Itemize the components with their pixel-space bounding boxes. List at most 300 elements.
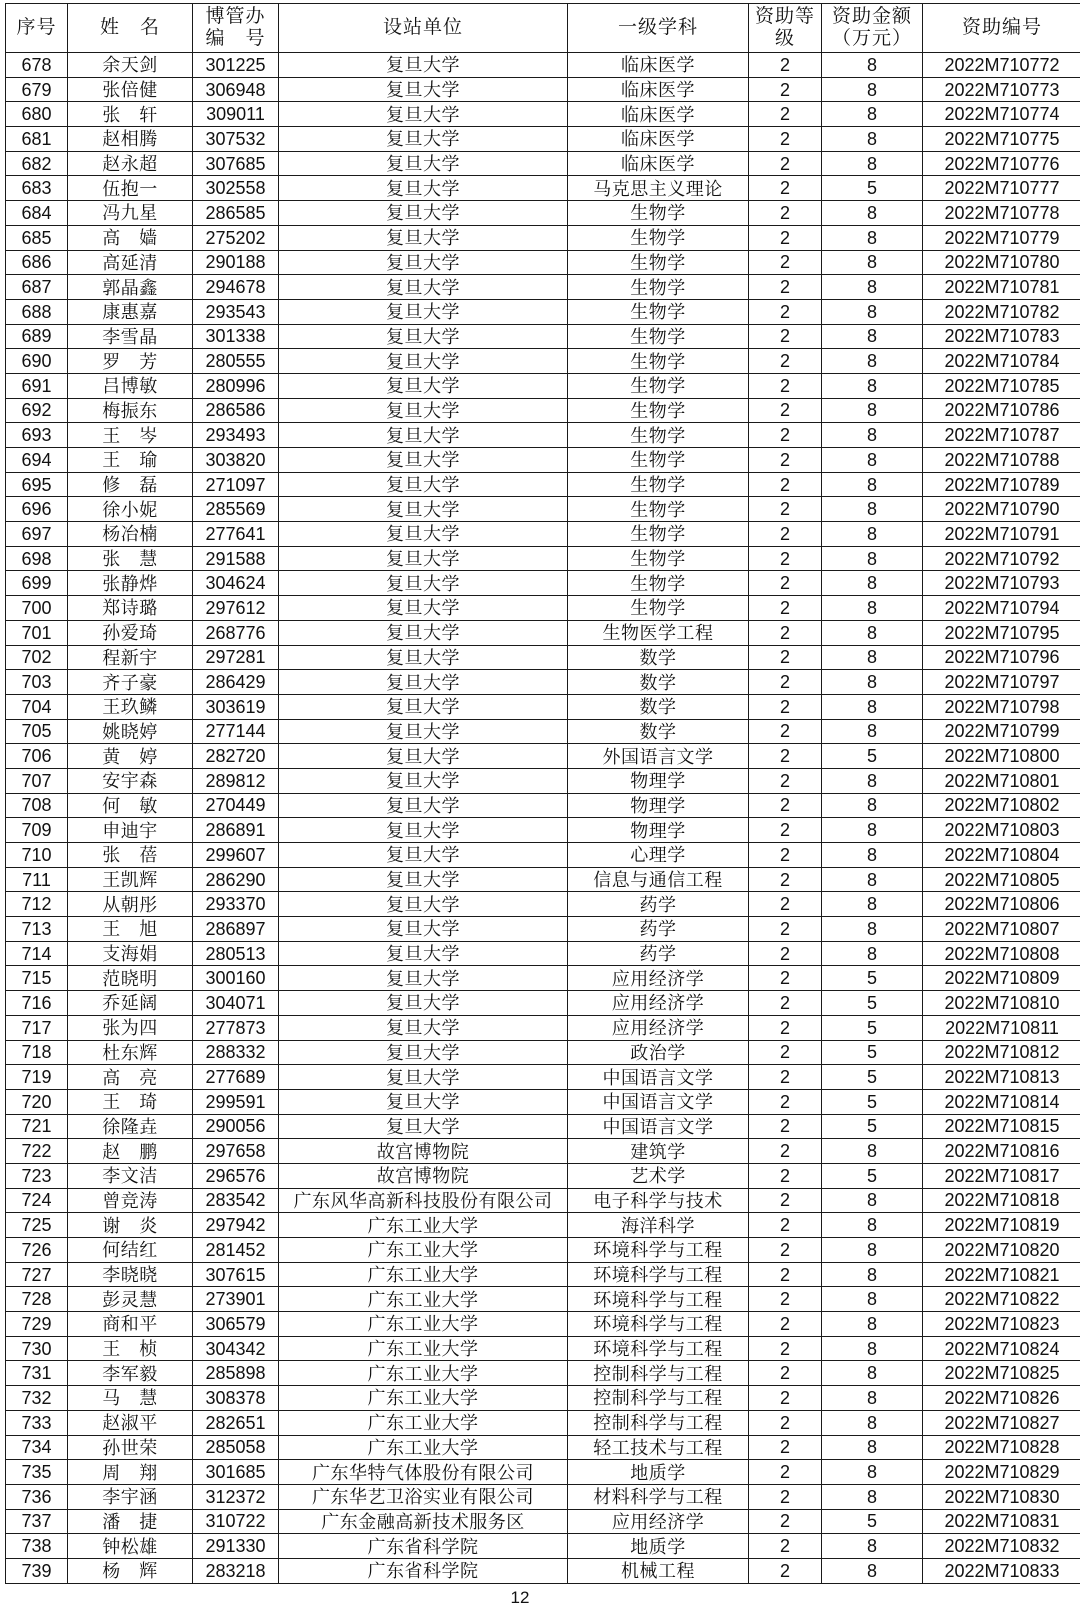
cell-name: 王玖鳞 xyxy=(68,694,193,719)
table-row xyxy=(6,596,1080,621)
cell-amount: 5 xyxy=(822,966,923,991)
cell-name: 孙世荣 xyxy=(68,1435,193,1460)
cell-unit: 复旦大学 xyxy=(279,448,568,473)
cell-name: 钟松雄 xyxy=(68,1534,193,1559)
cell-office-id: 285898 xyxy=(193,1361,279,1386)
cell-discipline: 生物学 xyxy=(568,546,749,571)
cell-unit: 广东工业大学 xyxy=(279,1213,568,1238)
cell-level: 2 xyxy=(749,1065,822,1090)
cell-level: 2 xyxy=(749,1163,822,1188)
cell-discipline: 地质学 xyxy=(568,1460,749,1485)
cell-discipline: 轻工技术与工程 xyxy=(568,1435,749,1460)
table-row xyxy=(6,423,1080,448)
cell-level: 2 xyxy=(749,176,822,201)
cell-discipline: 生物学 xyxy=(568,423,749,448)
header-row xyxy=(6,4,1080,53)
cell-discipline: 物理学 xyxy=(568,793,749,818)
cell-grant-id: 2022M710815 xyxy=(923,1114,1080,1139)
cell-seq: 706 xyxy=(6,744,68,769)
cell-office-id: 290188 xyxy=(193,250,279,275)
cell-grant-id: 2022M710813 xyxy=(923,1065,1080,1090)
cell-grant-id: 2022M710783 xyxy=(923,324,1080,349)
cell-grant-id: 2022M710800 xyxy=(923,744,1080,769)
cell-office-id: 277641 xyxy=(193,522,279,547)
cell-office-id: 294678 xyxy=(193,275,279,300)
cell-seq: 705 xyxy=(6,719,68,744)
cell-amount: 8 xyxy=(822,201,923,226)
table-row xyxy=(6,127,1080,152)
cell-level: 2 xyxy=(749,867,822,892)
cell-level: 2 xyxy=(749,546,822,571)
cell-name: 孙爱琦 xyxy=(68,620,193,645)
cell-level: 2 xyxy=(749,991,822,1016)
cell-discipline: 政治学 xyxy=(568,1040,749,1065)
table-row xyxy=(6,324,1080,349)
cell-seq: 691 xyxy=(6,373,68,398)
cell-amount: 8 xyxy=(822,448,923,473)
cell-amount: 8 xyxy=(822,522,923,547)
cell-name: 康惠嘉 xyxy=(68,299,193,324)
cell-unit: 复旦大学 xyxy=(279,53,568,78)
cell-grant-id: 2022M710789 xyxy=(923,472,1080,497)
header-unit: 设站单位 xyxy=(279,4,568,53)
cell-unit: 复旦大学 xyxy=(279,127,568,152)
cell-seq: 690 xyxy=(6,349,68,374)
cell-level: 2 xyxy=(749,1312,822,1337)
cell-discipline: 材料科学与工程 xyxy=(568,1484,749,1509)
table-row xyxy=(6,991,1080,1016)
cell-discipline: 中国语言文学 xyxy=(568,1114,749,1139)
cell-name: 李雪晶 xyxy=(68,324,193,349)
cell-unit: 复旦大学 xyxy=(279,1015,568,1040)
cell-name: 赵 鹏 xyxy=(68,1139,193,1164)
cell-name: 王 瑜 xyxy=(68,448,193,473)
cell-unit: 复旦大学 xyxy=(279,324,568,349)
cell-office-id: 301225 xyxy=(193,53,279,78)
table-row xyxy=(6,1238,1080,1263)
cell-discipline: 生物学 xyxy=(568,472,749,497)
cell-discipline: 物理学 xyxy=(568,768,749,793)
cell-level: 2 xyxy=(749,1509,822,1534)
cell-discipline: 生物学 xyxy=(568,275,749,300)
cell-level: 2 xyxy=(749,373,822,398)
cell-seq: 723 xyxy=(6,1163,68,1188)
cell-discipline: 生物学 xyxy=(568,571,749,596)
table-header xyxy=(6,4,1080,53)
table-row xyxy=(6,299,1080,324)
cell-grant-id: 2022M710773 xyxy=(923,77,1080,102)
table-row xyxy=(6,102,1080,127)
cell-grant-id: 2022M710774 xyxy=(923,102,1080,127)
cell-unit: 复旦大学 xyxy=(279,77,568,102)
cell-seq: 726 xyxy=(6,1238,68,1263)
cell-level: 2 xyxy=(749,1188,822,1213)
cell-seq: 734 xyxy=(6,1435,68,1460)
cell-grant-id: 2022M710817 xyxy=(923,1163,1080,1188)
cell-amount: 8 xyxy=(822,1262,923,1287)
cell-seq: 727 xyxy=(6,1262,68,1287)
cell-unit: 复旦大学 xyxy=(279,620,568,645)
cell-office-id: 286290 xyxy=(193,867,279,892)
cell-level: 2 xyxy=(749,1262,822,1287)
cell-discipline: 生物医学工程 xyxy=(568,620,749,645)
cell-level: 2 xyxy=(749,1534,822,1559)
cell-discipline: 药学 xyxy=(568,917,749,942)
cell-grant-id: 2022M710808 xyxy=(923,941,1080,966)
cell-level: 2 xyxy=(749,719,822,744)
cell-office-id: 293543 xyxy=(193,299,279,324)
table-row xyxy=(6,176,1080,201)
cell-grant-id: 2022M710780 xyxy=(923,250,1080,275)
cell-amount: 8 xyxy=(822,1460,923,1485)
cell-amount: 5 xyxy=(822,1163,923,1188)
cell-unit: 广东金融高新技术服务区 xyxy=(279,1509,568,1534)
cell-grant-id: 2022M710806 xyxy=(923,892,1080,917)
cell-discipline: 控制科学与工程 xyxy=(568,1386,749,1411)
cell-office-id: 297942 xyxy=(193,1213,279,1238)
cell-name: 赵淑平 xyxy=(68,1410,193,1435)
cell-name: 马 慧 xyxy=(68,1386,193,1411)
cell-level: 2 xyxy=(749,127,822,152)
cell-amount: 8 xyxy=(822,1410,923,1435)
cell-level: 2 xyxy=(749,324,822,349)
cell-level: 2 xyxy=(749,472,822,497)
cell-grant-id: 2022M710811 xyxy=(923,1015,1080,1040)
cell-seq: 733 xyxy=(6,1410,68,1435)
cell-unit: 复旦大学 xyxy=(279,917,568,942)
header-office-id xyxy=(193,4,279,53)
cell-level: 2 xyxy=(749,1114,822,1139)
cell-amount: 8 xyxy=(822,324,923,349)
cell-grant-id: 2022M710804 xyxy=(923,843,1080,868)
cell-seq: 725 xyxy=(6,1213,68,1238)
cell-grant-id: 2022M710832 xyxy=(923,1534,1080,1559)
cell-office-id: 302558 xyxy=(193,176,279,201)
table-row xyxy=(6,1435,1080,1460)
cell-level: 2 xyxy=(749,1139,822,1164)
cell-amount: 8 xyxy=(822,102,923,127)
cell-office-id: 301685 xyxy=(193,1460,279,1485)
cell-amount: 8 xyxy=(822,1435,923,1460)
cell-name: 谢 炎 xyxy=(68,1213,193,1238)
cell-amount: 8 xyxy=(822,917,923,942)
cell-office-id: 281452 xyxy=(193,1238,279,1263)
cell-grant-id: 2022M710788 xyxy=(923,448,1080,473)
cell-office-id: 291330 xyxy=(193,1534,279,1559)
cell-unit: 广东工业大学 xyxy=(279,1361,568,1386)
cell-discipline: 艺术学 xyxy=(568,1163,749,1188)
cell-name: 王 岑 xyxy=(68,423,193,448)
table-row xyxy=(6,497,1080,522)
cell-unit: 广东工业大学 xyxy=(279,1238,568,1263)
cell-discipline: 数学 xyxy=(568,670,749,695)
cell-name: 张 轩 xyxy=(68,102,193,127)
cell-discipline: 临床医学 xyxy=(568,102,749,127)
table-row xyxy=(6,1040,1080,1065)
table-row xyxy=(6,1015,1080,1040)
cell-level: 2 xyxy=(749,225,822,250)
cell-name: 王 桢 xyxy=(68,1336,193,1361)
cell-level: 2 xyxy=(749,571,822,596)
cell-level: 2 xyxy=(749,349,822,374)
cell-amount: 8 xyxy=(822,670,923,695)
cell-discipline: 控制科学与工程 xyxy=(568,1410,749,1435)
cell-seq: 703 xyxy=(6,670,68,695)
cell-name: 齐子豪 xyxy=(68,670,193,695)
header-level xyxy=(749,4,822,53)
cell-seq: 719 xyxy=(6,1065,68,1090)
cell-unit: 复旦大学 xyxy=(279,843,568,868)
cell-grant-id: 2022M710812 xyxy=(923,1040,1080,1065)
cell-amount: 8 xyxy=(822,127,923,152)
cell-unit: 广东风华高新科技股份有限公司 xyxy=(279,1188,568,1213)
cell-seq: 716 xyxy=(6,991,68,1016)
cell-seq: 678 xyxy=(6,53,68,78)
table-row xyxy=(6,448,1080,473)
cell-grant-id: 2022M710797 xyxy=(923,670,1080,695)
cell-unit: 复旦大学 xyxy=(279,373,568,398)
cell-seq: 683 xyxy=(6,176,68,201)
cell-grant-id: 2022M710827 xyxy=(923,1410,1080,1435)
cell-unit: 故宫博物院 xyxy=(279,1139,568,1164)
cell-unit: 复旦大学 xyxy=(279,768,568,793)
cell-discipline: 临床医学 xyxy=(568,77,749,102)
header-office-id-line1: 博管办 xyxy=(205,6,266,27)
cell-office-id: 293493 xyxy=(193,423,279,448)
cell-unit: 复旦大学 xyxy=(279,867,568,892)
cell-discipline: 临床医学 xyxy=(568,151,749,176)
cell-seq: 736 xyxy=(6,1484,68,1509)
table-row xyxy=(6,373,1080,398)
cell-amount: 8 xyxy=(822,1139,923,1164)
cell-seq: 722 xyxy=(6,1139,68,1164)
header-level-line2: 级 xyxy=(774,28,795,49)
cell-amount: 8 xyxy=(822,53,923,78)
cell-name: 张静烨 xyxy=(68,571,193,596)
cell-name: 李宇涵 xyxy=(68,1484,193,1509)
cell-amount: 8 xyxy=(822,1558,923,1583)
table-row xyxy=(6,53,1080,78)
cell-unit: 广东工业大学 xyxy=(279,1336,568,1361)
cell-amount: 8 xyxy=(822,546,923,571)
cell-unit: 复旦大学 xyxy=(279,201,568,226)
cell-level: 2 xyxy=(749,744,822,769)
cell-level: 2 xyxy=(749,201,822,226)
cell-level: 2 xyxy=(749,1213,822,1238)
cell-office-id: 304342 xyxy=(193,1336,279,1361)
cell-grant-id: 2022M710810 xyxy=(923,991,1080,1016)
cell-seq: 701 xyxy=(6,620,68,645)
cell-amount: 8 xyxy=(822,768,923,793)
cell-level: 2 xyxy=(749,941,822,966)
cell-unit: 广东工业大学 xyxy=(279,1435,568,1460)
cell-amount: 8 xyxy=(822,349,923,374)
cell-discipline: 生物学 xyxy=(568,373,749,398)
cell-level: 2 xyxy=(749,1287,822,1312)
cell-office-id: 297281 xyxy=(193,645,279,670)
cell-name: 修 磊 xyxy=(68,472,193,497)
cell-office-id: 297612 xyxy=(193,596,279,621)
cell-office-id: 310722 xyxy=(193,1509,279,1534)
cell-unit: 复旦大学 xyxy=(279,645,568,670)
cell-name: 彭灵慧 xyxy=(68,1287,193,1312)
cell-name: 赵相腾 xyxy=(68,127,193,152)
cell-grant-id: 2022M710826 xyxy=(923,1386,1080,1411)
cell-seq: 735 xyxy=(6,1460,68,1485)
cell-name: 乔延阔 xyxy=(68,991,193,1016)
cell-level: 2 xyxy=(749,1015,822,1040)
cell-unit: 复旦大学 xyxy=(279,793,568,818)
table-row xyxy=(6,843,1080,868)
cell-grant-id: 2022M710775 xyxy=(923,127,1080,152)
table-row xyxy=(6,818,1080,843)
cell-grant-id: 2022M710807 xyxy=(923,917,1080,942)
cell-discipline: 建筑学 xyxy=(568,1139,749,1164)
cell-amount: 5 xyxy=(822,176,923,201)
cell-name: 杨冶楠 xyxy=(68,522,193,547)
cell-unit: 广东省科学院 xyxy=(279,1558,568,1583)
cell-level: 2 xyxy=(749,645,822,670)
cell-grant-id: 2022M710772 xyxy=(923,53,1080,78)
cell-amount: 8 xyxy=(822,719,923,744)
cell-seq: 694 xyxy=(6,448,68,473)
cell-amount: 8 xyxy=(822,793,923,818)
cell-grant-id: 2022M710814 xyxy=(923,1089,1080,1114)
table-row xyxy=(6,275,1080,300)
table-row xyxy=(6,694,1080,719)
table-row xyxy=(6,966,1080,991)
cell-unit: 复旦大学 xyxy=(279,991,568,1016)
cell-amount: 8 xyxy=(822,843,923,868)
cell-unit: 复旦大学 xyxy=(279,275,568,300)
cell-grant-id: 2022M710799 xyxy=(923,719,1080,744)
cell-name: 曾竞涛 xyxy=(68,1188,193,1213)
cell-seq: 713 xyxy=(6,917,68,942)
cell-seq: 721 xyxy=(6,1114,68,1139)
cell-office-id: 286585 xyxy=(193,201,279,226)
cell-amount: 8 xyxy=(822,1188,923,1213)
cell-level: 2 xyxy=(749,77,822,102)
cell-seq: 684 xyxy=(6,201,68,226)
cell-office-id: 296576 xyxy=(193,1163,279,1188)
cell-name: 高延清 xyxy=(68,250,193,275)
cell-seq: 697 xyxy=(6,522,68,547)
cell-grant-id: 2022M710803 xyxy=(923,818,1080,843)
table-row xyxy=(6,620,1080,645)
cell-amount: 8 xyxy=(822,225,923,250)
cell-seq: 698 xyxy=(6,546,68,571)
cell-seq: 731 xyxy=(6,1361,68,1386)
cell-seq: 732 xyxy=(6,1386,68,1411)
cell-level: 2 xyxy=(749,250,822,275)
table-row xyxy=(6,1114,1080,1139)
table-row xyxy=(6,1509,1080,1534)
cell-discipline: 心理学 xyxy=(568,843,749,868)
cell-amount: 8 xyxy=(822,1361,923,1386)
cell-office-id: 309011 xyxy=(193,102,279,127)
table-row xyxy=(6,744,1080,769)
cell-unit: 广东华艺卫浴实业有限公司 xyxy=(279,1484,568,1509)
cell-level: 2 xyxy=(749,1089,822,1114)
cell-grant-id: 2022M710776 xyxy=(923,151,1080,176)
cell-name: 安宇森 xyxy=(68,768,193,793)
cell-discipline: 应用经济学 xyxy=(568,1015,749,1040)
cell-office-id: 285058 xyxy=(193,1435,279,1460)
cell-grant-id: 2022M710791 xyxy=(923,522,1080,547)
cell-grant-id: 2022M710821 xyxy=(923,1262,1080,1287)
cell-office-id: 306948 xyxy=(193,77,279,102)
cell-discipline: 临床医学 xyxy=(568,127,749,152)
cell-level: 2 xyxy=(749,1410,822,1435)
cell-level: 2 xyxy=(749,275,822,300)
cell-discipline: 应用经济学 xyxy=(568,966,749,991)
cell-name: 何 敏 xyxy=(68,793,193,818)
cell-seq: 679 xyxy=(6,77,68,102)
cell-unit: 复旦大学 xyxy=(279,349,568,374)
cell-office-id: 282651 xyxy=(193,1410,279,1435)
cell-discipline: 生物学 xyxy=(568,201,749,226)
cell-seq: 737 xyxy=(6,1509,68,1534)
cell-level: 2 xyxy=(749,843,822,868)
cell-seq: 724 xyxy=(6,1188,68,1213)
cell-name: 罗 芳 xyxy=(68,349,193,374)
cell-name: 何结红 xyxy=(68,1238,193,1263)
cell-seq: 729 xyxy=(6,1312,68,1337)
cell-office-id: 286586 xyxy=(193,398,279,423)
cell-name: 余天剑 xyxy=(68,53,193,78)
table-row xyxy=(6,571,1080,596)
cell-grant-id: 2022M710779 xyxy=(923,225,1080,250)
cell-name: 赵永超 xyxy=(68,151,193,176)
cell-name: 伍抱一 xyxy=(68,176,193,201)
cell-name: 范晓明 xyxy=(68,966,193,991)
cell-name: 周 翔 xyxy=(68,1460,193,1485)
cell-grant-id: 2022M710795 xyxy=(923,620,1080,645)
cell-office-id: 308378 xyxy=(193,1386,279,1411)
table-row xyxy=(6,1262,1080,1287)
table-row xyxy=(6,1089,1080,1114)
cell-unit: 复旦大学 xyxy=(279,892,568,917)
cell-unit: 广东工业大学 xyxy=(279,1410,568,1435)
cell-discipline: 生物学 xyxy=(568,448,749,473)
cell-amount: 5 xyxy=(822,1040,923,1065)
cell-grant-id: 2022M710816 xyxy=(923,1139,1080,1164)
cell-seq: 738 xyxy=(6,1534,68,1559)
cell-level: 2 xyxy=(749,102,822,127)
table-row xyxy=(6,1386,1080,1411)
cell-discipline: 环境科学与工程 xyxy=(568,1238,749,1263)
cell-seq: 720 xyxy=(6,1089,68,1114)
cell-name: 程新宇 xyxy=(68,645,193,670)
cell-discipline: 生物学 xyxy=(568,299,749,324)
cell-office-id: 304071 xyxy=(193,991,279,1016)
cell-discipline: 数学 xyxy=(568,694,749,719)
cell-seq: 730 xyxy=(6,1336,68,1361)
cell-office-id: 307532 xyxy=(193,127,279,152)
cell-office-id: 289812 xyxy=(193,768,279,793)
cell-seq: 710 xyxy=(6,843,68,868)
cell-discipline: 机械工程 xyxy=(568,1558,749,1583)
cell-grant-id: 2022M710809 xyxy=(923,966,1080,991)
cell-grant-id: 2022M710805 xyxy=(923,867,1080,892)
cell-grant-id: 2022M710786 xyxy=(923,398,1080,423)
cell-discipline: 物理学 xyxy=(568,818,749,843)
cell-level: 2 xyxy=(749,1386,822,1411)
table-row xyxy=(6,1361,1080,1386)
cell-office-id: 288332 xyxy=(193,1040,279,1065)
cell-amount: 8 xyxy=(822,299,923,324)
table-row xyxy=(6,941,1080,966)
